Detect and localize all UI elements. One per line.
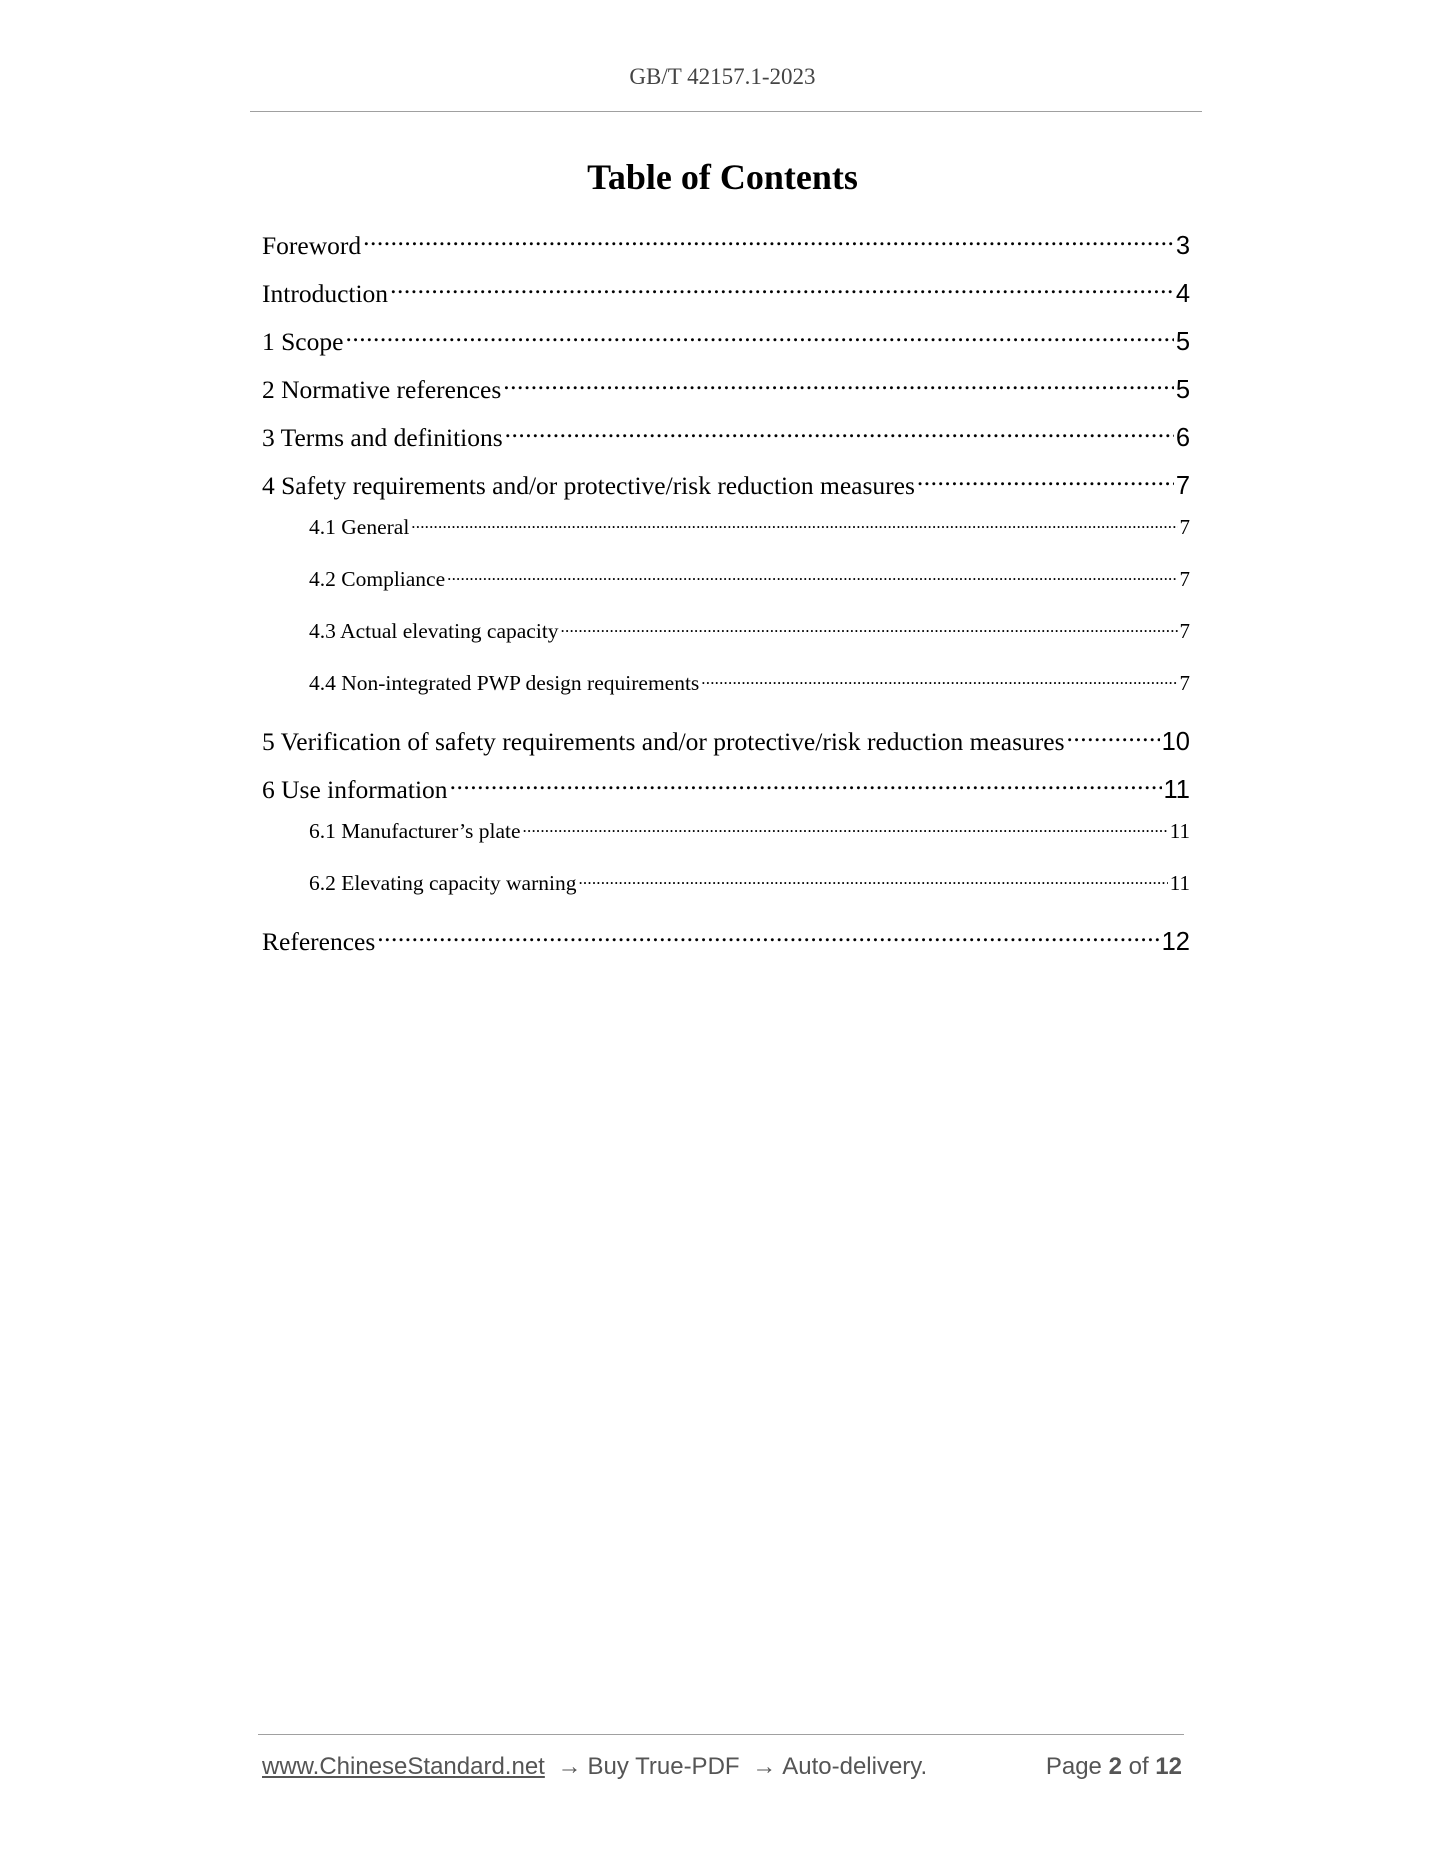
arrow-right-icon: →	[557, 1753, 582, 1780]
header-divider	[250, 111, 1202, 112]
toc-entry-label: Introduction	[262, 278, 389, 308]
toc-entry-label: 6.2 Elevating capacity warning	[309, 870, 577, 895]
dot-leader	[578, 868, 1167, 890]
toc-entry-label: 5 Verification of safety requirements and/or protective/risk reduction measures	[262, 726, 1065, 756]
toc-entry-page: 6	[1175, 423, 1190, 452]
of-word: of	[1128, 1753, 1149, 1780]
current-page-number: 2	[1108, 1753, 1122, 1780]
toc-entry-introduction[interactable]	[262, 276, 1190, 310]
toc-title: Table of Contents	[587, 157, 858, 197]
page-header-standard-code: GB/T 42157.1-2023	[629, 64, 816, 89]
dot-leader	[917, 468, 1174, 494]
toc-entry-page: 5	[1175, 375, 1190, 404]
toc-entry-page: 7	[1175, 471, 1190, 500]
total-pages-number: 12	[1155, 1753, 1182, 1780]
dot-leader	[505, 420, 1174, 446]
dot-leader	[561, 616, 1178, 638]
page-indicator	[1046, 1753, 1182, 1781]
dot-leader	[377, 924, 1159, 950]
toc-entry-page: 4	[1175, 279, 1190, 308]
toc-entry-page: 7	[1179, 566, 1190, 591]
toc-entry-manufacturers-plate[interactable]	[309, 816, 1190, 846]
toc-entry-references[interactable]	[262, 924, 1190, 958]
arrow-right-icon: →	[752, 1753, 777, 1780]
toc-entry-label: 4 Safety requirements and/or protective/risk reduction measures	[262, 470, 915, 500]
dot-leader	[411, 512, 1177, 534]
dot-leader	[363, 228, 1174, 254]
dot-leader	[447, 564, 1177, 586]
toc-entry-page: 12	[1161, 927, 1190, 956]
auto-delivery-text: Auto-delivery.	[782, 1753, 928, 1780]
toc-entry-elevating-capacity-warning[interactable]	[309, 868, 1190, 898]
toc-entry-compliance[interactable]	[309, 564, 1190, 594]
toc-entry-general[interactable]	[309, 512, 1190, 542]
toc-entry-page: 11	[1163, 775, 1190, 804]
toc-entry-foreword[interactable]	[262, 228, 1190, 262]
toc-entry-page: 5	[1175, 327, 1190, 356]
toc-entry-label: 2 Normative references	[262, 374, 502, 404]
dot-leader	[503, 372, 1174, 398]
dot-leader	[450, 772, 1162, 798]
toc-entry-label: 3 Terms and definitions	[262, 422, 503, 452]
footer-divider	[258, 1734, 1184, 1735]
footer-promo	[262, 1753, 927, 1781]
toc-entry-verification[interactable]	[262, 724, 1190, 758]
dot-leader	[1067, 724, 1160, 750]
toc-entry-label: 4.3 Actual elevating capacity	[309, 618, 559, 643]
toc-entry-page: 7	[1179, 514, 1190, 539]
dot-leader	[701, 668, 1177, 690]
toc-entry-label: 6.1 Manufacturer’s plate	[309, 818, 521, 843]
dot-leader	[523, 816, 1168, 838]
toc-entry-label: 4.2 Compliance	[309, 566, 446, 591]
toc-entry-page: 11	[1169, 870, 1190, 895]
toc-entry-label: 6 Use information	[262, 774, 448, 804]
toc-entry-page: 7	[1179, 670, 1190, 695]
toc-entry-scope[interactable]	[262, 324, 1190, 358]
dot-leader	[390, 276, 1174, 302]
toc-entry-label: Foreword	[262, 230, 362, 260]
toc-entry-safety-requirements[interactable]	[262, 468, 1190, 502]
buy-true-pdf-text: Buy True-PDF	[587, 1753, 740, 1780]
toc-entry-label: 1 Scope	[262, 326, 344, 356]
toc-entry-label: References	[262, 926, 376, 956]
page-word: Page	[1045, 1753, 1102, 1780]
page-footer	[262, 1753, 1182, 1781]
site-link[interactable]: www.ChineseStandard.net	[262, 1753, 545, 1780]
toc-entry-page: 3	[1175, 231, 1190, 260]
toc-entry-use-information[interactable]	[262, 772, 1190, 806]
toc-entry-normative-references[interactable]	[262, 372, 1190, 406]
toc-entry-non-integrated-pwp[interactable]	[309, 668, 1190, 698]
dot-leader	[345, 324, 1173, 350]
toc-entry-terms-definitions[interactable]	[262, 420, 1190, 454]
toc-entry-label: 4.1 General	[309, 514, 410, 539]
toc-entry-page: 7	[1179, 618, 1190, 643]
toc-entry-page: 10	[1161, 727, 1190, 756]
toc-entry-page: 11	[1169, 818, 1190, 843]
toc-entry-actual-elevating-capacity[interactable]	[309, 616, 1190, 646]
toc-entry-label: 4.4 Non-integrated PWP design requirements	[309, 670, 700, 695]
